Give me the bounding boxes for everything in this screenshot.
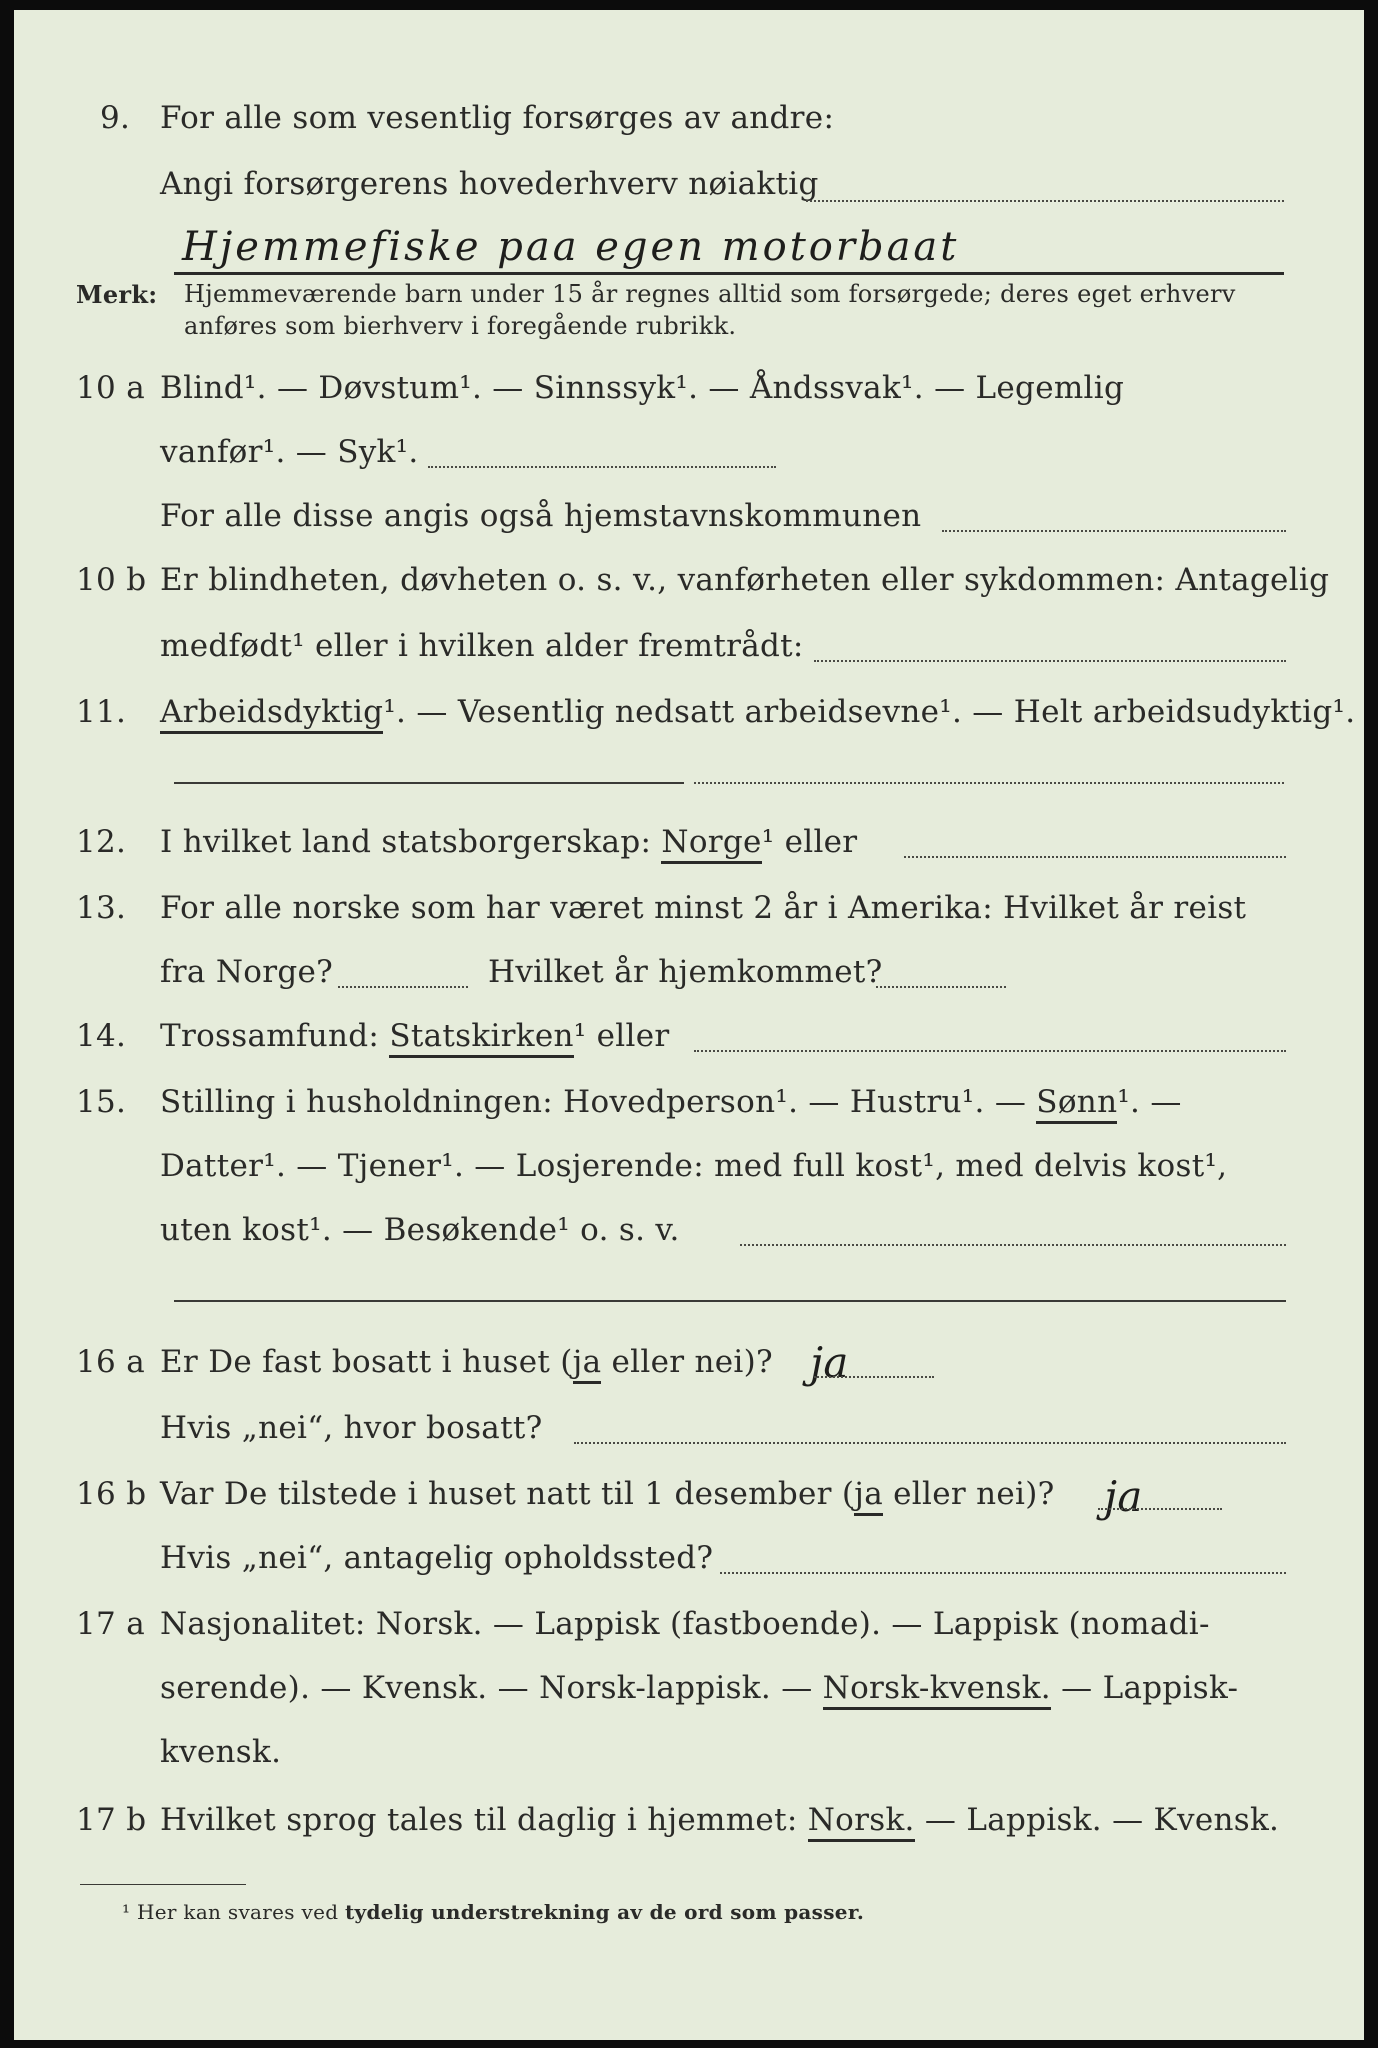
merk-line2: anføres som bierhverv i foregående rubrikk.	[184, 312, 737, 340]
q16b-line2: Hvis „nei“, antagelig opholdssted?	[160, 1540, 714, 1576]
q16b-line1	[160, 1476, 1055, 1512]
q9-answer-line	[806, 200, 1284, 202]
q11-rest: ¹. — Vesentlig nedsatt arbeidsevne¹. — Helt arbeidsudyktig¹.	[383, 694, 1356, 730]
q16a-line2: Hvis „nei“, hvor bosatt?	[160, 1410, 543, 1446]
q16b-opholdssted-line	[720, 1572, 1286, 1574]
q16b-number: 16 b	[76, 1476, 147, 1512]
q15-line2: Datter¹. — Tjener¹. — Losjerende: med full kost¹, med delvis kost¹,	[160, 1148, 1228, 1184]
q15-line1-pre: Stilling i husholdningen: Hovedperson¹. — Hustru¹. —	[160, 1084, 1027, 1120]
q16a-handwritten-answer: ja	[810, 1338, 849, 1387]
q16b-handwritten-answer: ja	[1104, 1472, 1143, 1521]
q12-answer-line	[904, 856, 1286, 858]
census-form-page	[14, 10, 1364, 2040]
q11-rule-right	[694, 782, 1284, 784]
q9-line1: For alle som vesentlig forsørges av andre:	[160, 100, 835, 136]
q17a-line2-post: — Lappisk-	[1050, 1670, 1239, 1706]
q10a-line2: vanfør¹. — Syk¹.	[160, 434, 419, 470]
q17a-line2-pre: serende). — Kvensk. — Norsk-lappisk. —	[160, 1670, 813, 1706]
q15-line3: uten kost¹. — Besøkende¹ o. s. v.	[160, 1212, 680, 1248]
q9-number: 9.	[100, 100, 131, 136]
q13-reist-line	[338, 986, 468, 988]
footnote-pre: Her kan svares ved	[137, 1900, 345, 1924]
q10a-kommune-line	[942, 530, 1286, 532]
q16a-number: 16 a	[76, 1344, 145, 1380]
footnote	[122, 1900, 864, 1924]
footnote-mark: ¹	[122, 1900, 131, 1924]
q13-line2b: Hvilket år hjemkommet?	[488, 954, 883, 990]
q17b-post: — Lappisk. — Kvensk.	[914, 1802, 1280, 1838]
footnote-rule	[80, 1884, 246, 1885]
q16a-bosatt-line	[574, 1442, 1286, 1444]
q15-line1-post: ¹. —	[1117, 1084, 1182, 1120]
q17a-line1: Nasjonalitet: Norsk. — Lappisk (fastboende). — Lappisk (nomadi-	[160, 1606, 1210, 1642]
q10a-line1: Blind¹. — Døvstum¹. — Sinnssyk¹. — Åndssvak¹. — Legemlig	[160, 370, 1125, 406]
q11-underlined-answer: Arbeidsdyktig	[160, 694, 383, 734]
footnote-bold: tydelig understrekning av de ord som passer.	[344, 1900, 865, 1924]
q16a-pre: Er De fast bosatt i huset (	[160, 1344, 573, 1380]
q10b-alder-line	[814, 660, 1286, 662]
q11-text	[160, 694, 1355, 730]
q17a-line3: kvensk.	[160, 1734, 282, 1770]
q10b-line1: Er blindheten, døvheten o. s. v., vanførheten eller sykdommen: Antagelig	[160, 562, 1330, 598]
q15-answer-line	[740, 1244, 1286, 1246]
q17a-underlined-answer: Norsk-kvensk.	[823, 1670, 1051, 1710]
q11-rule-left	[174, 782, 684, 784]
q15-number: 15.	[76, 1084, 127, 1120]
q14-post: ¹ eller	[573, 1018, 670, 1054]
q16a-line1	[160, 1344, 773, 1380]
q16b-answer-line	[1098, 1508, 1222, 1510]
q13-hjemkommet-line	[876, 986, 1006, 988]
q17b-number: 17 b	[76, 1802, 147, 1838]
merk-line1: Hjemmeværende barn under 15 år regnes alltid som forsørgede; deres eget erhverv	[184, 280, 1236, 308]
q9-handwritten-answer: Hjemmefiske paa egen motorbaat	[182, 224, 960, 270]
q12-number: 12.	[76, 824, 127, 860]
q14-pre: Trossamfund:	[160, 1018, 380, 1054]
q13-line2a: fra Norge?	[160, 954, 334, 990]
q9-line2: Angi forsørgerens hovederhverv nøiaktig	[160, 166, 819, 202]
q17a-number: 17 a	[76, 1606, 145, 1642]
q10b-number: 10 b	[76, 562, 147, 598]
q14-answer-line	[694, 1050, 1286, 1052]
q9-answer-underline	[174, 272, 1284, 275]
q12-underlined-answer: Norge	[661, 824, 761, 864]
q16b-underlined-answer: ja	[854, 1476, 883, 1516]
q14-underlined-answer: Statskirken	[389, 1018, 573, 1058]
q16b-post: eller nei)?	[883, 1476, 1055, 1512]
q16a-answer-line	[814, 1376, 934, 1378]
q12-text	[160, 824, 857, 860]
q16a-underlined-answer: ja	[573, 1344, 602, 1384]
q10a-syk-line	[428, 466, 776, 468]
q16b-pre: Var De tilstede i huset natt til 1 desember (	[160, 1476, 855, 1512]
q14-number: 14.	[76, 1018, 127, 1054]
q15-rule	[174, 1300, 1286, 1302]
q10a-line3: For alle disse angis også hjemstavnskommunen	[160, 498, 922, 534]
q14-text	[160, 1018, 670, 1054]
q13-line1: For alle norske som har været minst 2 år i Amerika: Hvilket år reist	[160, 890, 1247, 926]
q17a-line2	[160, 1670, 1238, 1706]
q15-underlined-answer: Sønn	[1036, 1084, 1117, 1124]
merk-label: Merk:	[76, 280, 158, 309]
q17b-underlined-answer: Norsk.	[808, 1802, 915, 1842]
q12-pre: I hvilket land statsborgerskap:	[160, 824, 652, 860]
q17b-text	[160, 1802, 1279, 1838]
q12-post: ¹ eller	[761, 824, 858, 860]
q11-number: 11.	[76, 694, 127, 730]
q10b-line2: medfødt¹ eller i hvilken alder fremtrådt:	[160, 628, 804, 664]
q16a-post: eller nei)?	[601, 1344, 773, 1380]
q10a-number: 10 a	[76, 370, 145, 406]
q13-number: 13.	[76, 890, 127, 926]
q15-line1	[160, 1084, 1182, 1120]
q17b-pre: Hvilket sprog tales til daglig i hjemmet:	[160, 1802, 798, 1838]
